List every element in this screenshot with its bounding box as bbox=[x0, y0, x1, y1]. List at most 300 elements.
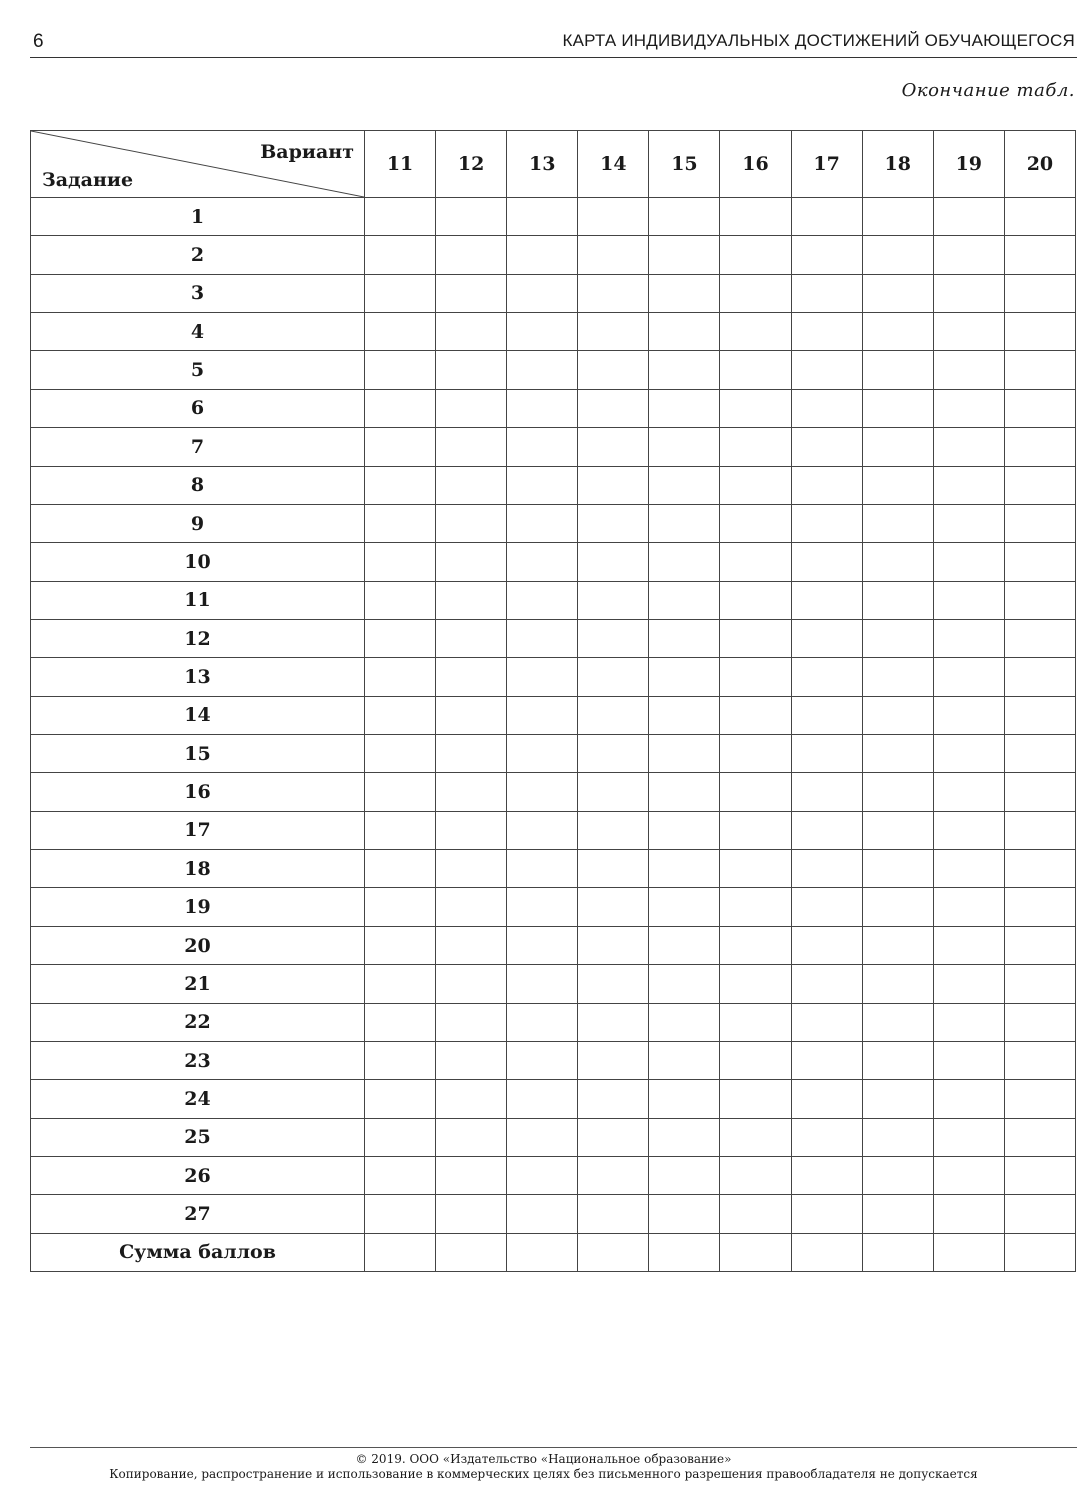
score-cell[interactable] bbox=[933, 773, 1004, 811]
score-cell[interactable] bbox=[507, 198, 578, 236]
score-cell[interactable] bbox=[1004, 965, 1075, 1003]
score-cell[interactable] bbox=[649, 696, 720, 734]
score-cell[interactable] bbox=[649, 389, 720, 427]
score-cell[interactable] bbox=[862, 466, 933, 504]
score-cell[interactable] bbox=[720, 1080, 791, 1118]
score-cell[interactable] bbox=[1004, 1156, 1075, 1194]
score-cell[interactable] bbox=[365, 1156, 436, 1194]
score-cell[interactable] bbox=[933, 811, 1004, 849]
score-cell[interactable] bbox=[649, 1118, 720, 1156]
score-cell[interactable] bbox=[365, 543, 436, 581]
score-cell[interactable] bbox=[365, 773, 436, 811]
score-cell[interactable] bbox=[1004, 850, 1075, 888]
score-cell[interactable] bbox=[578, 658, 649, 696]
score-cell[interactable] bbox=[933, 1118, 1004, 1156]
score-cell[interactable] bbox=[436, 773, 507, 811]
score-cell[interactable] bbox=[720, 274, 791, 312]
running-title: КАРТА ИНДИВИДУАЛЬНЫХ ДОСТИЖЕНИЙ ОБУЧАЮЩЕГОСЯ bbox=[562, 31, 1075, 50]
score-cell[interactable] bbox=[578, 1118, 649, 1156]
task-number-cell: 23 bbox=[31, 1041, 365, 1079]
score-cell[interactable] bbox=[720, 351, 791, 389]
score-cell[interactable] bbox=[720, 658, 791, 696]
score-cell[interactable] bbox=[933, 735, 1004, 773]
score-cell[interactable] bbox=[862, 1118, 933, 1156]
score-cell[interactable] bbox=[720, 236, 791, 274]
score-cell[interactable] bbox=[1004, 351, 1075, 389]
score-cell[interactable] bbox=[365, 888, 436, 926]
score-cell[interactable] bbox=[365, 926, 436, 964]
score-cell[interactable] bbox=[862, 236, 933, 274]
score-cell[interactable] bbox=[1004, 1195, 1075, 1233]
score-cell[interactable] bbox=[1004, 658, 1075, 696]
score-cell[interactable] bbox=[720, 888, 791, 926]
score-cell[interactable] bbox=[720, 1233, 791, 1271]
score-cell[interactable] bbox=[365, 965, 436, 1003]
score-cell[interactable] bbox=[436, 389, 507, 427]
table-caption: Окончание табл. bbox=[901, 80, 1075, 101]
score-cell[interactable] bbox=[507, 428, 578, 466]
score-cell[interactable] bbox=[791, 1195, 862, 1233]
score-cell[interactable] bbox=[365, 466, 436, 504]
score-cell[interactable] bbox=[436, 1003, 507, 1041]
score-cell[interactable] bbox=[578, 389, 649, 427]
score-cell[interactable] bbox=[1004, 313, 1075, 351]
score-cell[interactable] bbox=[720, 965, 791, 1003]
score-cell[interactable] bbox=[649, 504, 720, 542]
score-cell[interactable] bbox=[436, 926, 507, 964]
score-cell[interactable] bbox=[578, 581, 649, 619]
score-cell[interactable] bbox=[1004, 811, 1075, 849]
score-cell[interactable] bbox=[862, 389, 933, 427]
score-cell[interactable] bbox=[436, 351, 507, 389]
score-cell[interactable] bbox=[436, 198, 507, 236]
score-cell[interactable] bbox=[1004, 581, 1075, 619]
score-cell[interactable] bbox=[649, 1156, 720, 1194]
score-cell[interactable] bbox=[791, 696, 862, 734]
score-cell[interactable] bbox=[649, 735, 720, 773]
score-cell[interactable] bbox=[791, 1156, 862, 1194]
score-cell[interactable] bbox=[933, 696, 1004, 734]
score-cell[interactable] bbox=[436, 735, 507, 773]
score-cell[interactable] bbox=[649, 888, 720, 926]
score-cell[interactable] bbox=[436, 1041, 507, 1079]
score-cell[interactable] bbox=[791, 198, 862, 236]
score-cell[interactable] bbox=[649, 236, 720, 274]
score-cell[interactable] bbox=[862, 351, 933, 389]
score-cell[interactable] bbox=[649, 581, 720, 619]
score-cell[interactable] bbox=[862, 504, 933, 542]
score-cell[interactable] bbox=[649, 811, 720, 849]
score-cell[interactable] bbox=[649, 619, 720, 657]
score-cell[interactable] bbox=[862, 198, 933, 236]
score-cell[interactable] bbox=[578, 313, 649, 351]
score-cell[interactable] bbox=[720, 773, 791, 811]
score-cell[interactable] bbox=[507, 735, 578, 773]
score-cell[interactable] bbox=[720, 1156, 791, 1194]
score-cell[interactable] bbox=[720, 313, 791, 351]
score-cell[interactable] bbox=[933, 274, 1004, 312]
task-number-cell: 1 bbox=[31, 198, 365, 236]
score-cell[interactable] bbox=[862, 773, 933, 811]
score-cell[interactable] bbox=[578, 466, 649, 504]
score-cell[interactable] bbox=[1004, 1233, 1075, 1271]
score-cell[interactable] bbox=[933, 466, 1004, 504]
score-cell[interactable] bbox=[649, 543, 720, 581]
score-cell[interactable] bbox=[933, 313, 1004, 351]
score-cell[interactable] bbox=[791, 965, 862, 1003]
score-cell[interactable] bbox=[720, 1195, 791, 1233]
task-number-cell: Сумма баллов bbox=[31, 1233, 365, 1271]
score-cell[interactable] bbox=[720, 504, 791, 542]
score-cell[interactable] bbox=[791, 773, 862, 811]
score-cell[interactable] bbox=[1004, 236, 1075, 274]
score-cell[interactable] bbox=[791, 1233, 862, 1271]
score-cell[interactable] bbox=[862, 696, 933, 734]
score-cell[interactable] bbox=[507, 1233, 578, 1271]
score-cell[interactable] bbox=[933, 965, 1004, 1003]
score-cell[interactable] bbox=[862, 965, 933, 1003]
score-cell[interactable] bbox=[862, 581, 933, 619]
score-cell[interactable] bbox=[862, 926, 933, 964]
score-cell[interactable] bbox=[365, 850, 436, 888]
score-cell[interactable] bbox=[933, 1156, 1004, 1194]
score-cell[interactable] bbox=[1004, 619, 1075, 657]
score-cell[interactable] bbox=[649, 1080, 720, 1118]
task-row bbox=[31, 1041, 1076, 1079]
score-cell[interactable] bbox=[507, 581, 578, 619]
score-cell[interactable] bbox=[365, 274, 436, 312]
score-cell[interactable] bbox=[578, 543, 649, 581]
score-cell[interactable] bbox=[791, 313, 862, 351]
score-cell[interactable] bbox=[436, 313, 507, 351]
score-cell[interactable] bbox=[436, 696, 507, 734]
score-cell[interactable] bbox=[862, 1233, 933, 1271]
score-cell[interactable] bbox=[933, 504, 1004, 542]
score-cell[interactable] bbox=[365, 619, 436, 657]
score-cell[interactable] bbox=[365, 504, 436, 542]
score-cell[interactable] bbox=[791, 466, 862, 504]
score-cell[interactable] bbox=[791, 389, 862, 427]
score-cell[interactable] bbox=[791, 543, 862, 581]
score-cell[interactable] bbox=[578, 428, 649, 466]
task-number-cell: 27 bbox=[31, 1195, 365, 1233]
score-cell[interactable] bbox=[720, 850, 791, 888]
score-cell[interactable] bbox=[578, 351, 649, 389]
variant-header-cell: 18 bbox=[862, 131, 933, 198]
score-cell[interactable] bbox=[791, 504, 862, 542]
score-cell[interactable] bbox=[578, 274, 649, 312]
score-cell[interactable] bbox=[436, 965, 507, 1003]
score-cell[interactable] bbox=[720, 466, 791, 504]
score-cell[interactable] bbox=[649, 926, 720, 964]
score-cell[interactable] bbox=[720, 543, 791, 581]
score-cell[interactable] bbox=[365, 428, 436, 466]
score-cell[interactable] bbox=[791, 236, 862, 274]
score-cell[interactable] bbox=[1004, 274, 1075, 312]
score-cell[interactable] bbox=[436, 236, 507, 274]
score-cell[interactable] bbox=[365, 389, 436, 427]
score-cell[interactable] bbox=[933, 850, 1004, 888]
score-cell[interactable] bbox=[436, 466, 507, 504]
score-cell[interactable] bbox=[578, 926, 649, 964]
score-cell[interactable] bbox=[507, 313, 578, 351]
score-cell[interactable] bbox=[507, 1156, 578, 1194]
score-cell[interactable] bbox=[578, 811, 649, 849]
score-cell[interactable] bbox=[1004, 1003, 1075, 1041]
score-cell[interactable] bbox=[578, 888, 649, 926]
score-cell[interactable] bbox=[365, 313, 436, 351]
score-cell[interactable] bbox=[791, 1080, 862, 1118]
score-cell[interactable] bbox=[578, 696, 649, 734]
score-cell[interactable] bbox=[933, 619, 1004, 657]
score-cell[interactable] bbox=[933, 1080, 1004, 1118]
score-cell[interactable] bbox=[720, 811, 791, 849]
score-cell[interactable] bbox=[933, 351, 1004, 389]
score-cell[interactable] bbox=[862, 274, 933, 312]
score-cell[interactable] bbox=[365, 1118, 436, 1156]
score-cell[interactable] bbox=[720, 1003, 791, 1041]
score-cell[interactable] bbox=[862, 313, 933, 351]
score-cell[interactable] bbox=[507, 274, 578, 312]
score-cell[interactable] bbox=[436, 581, 507, 619]
score-cell[interactable] bbox=[507, 1041, 578, 1079]
score-cell[interactable] bbox=[507, 888, 578, 926]
score-cell[interactable] bbox=[862, 428, 933, 466]
score-cell[interactable] bbox=[578, 965, 649, 1003]
variant-header-cell: 14 bbox=[578, 131, 649, 198]
score-cell[interactable] bbox=[365, 1080, 436, 1118]
score-cell[interactable] bbox=[862, 1080, 933, 1118]
score-cell[interactable] bbox=[720, 735, 791, 773]
score-cell[interactable] bbox=[578, 1041, 649, 1079]
score-cell[interactable] bbox=[791, 926, 862, 964]
score-cell[interactable] bbox=[1004, 735, 1075, 773]
score-cell[interactable] bbox=[1004, 504, 1075, 542]
score-cell[interactable] bbox=[862, 658, 933, 696]
score-cell[interactable] bbox=[1004, 428, 1075, 466]
score-cell[interactable] bbox=[578, 1233, 649, 1271]
score-cell[interactable] bbox=[507, 926, 578, 964]
score-cell[interactable] bbox=[649, 466, 720, 504]
score-cell[interactable] bbox=[436, 658, 507, 696]
score-cell[interactable] bbox=[436, 850, 507, 888]
score-cell[interactable] bbox=[365, 1195, 436, 1233]
score-cell[interactable] bbox=[365, 1003, 436, 1041]
score-cell[interactable] bbox=[1004, 466, 1075, 504]
task-number-cell: 16 bbox=[31, 773, 365, 811]
score-cell[interactable] bbox=[933, 1041, 1004, 1079]
score-cell[interactable] bbox=[507, 850, 578, 888]
score-cell[interactable] bbox=[933, 428, 1004, 466]
footer-copyright: © 2019. ООО «Издательство «Национальное образование» bbox=[355, 1452, 732, 1466]
score-cell[interactable] bbox=[649, 198, 720, 236]
score-cell[interactable] bbox=[365, 811, 436, 849]
score-cell[interactable] bbox=[720, 619, 791, 657]
score-cell[interactable] bbox=[1004, 926, 1075, 964]
score-cell[interactable] bbox=[507, 1080, 578, 1118]
task-number-cell: 13 bbox=[31, 658, 365, 696]
score-cell[interactable] bbox=[578, 735, 649, 773]
score-cell[interactable] bbox=[507, 1003, 578, 1041]
score-cell[interactable] bbox=[1004, 198, 1075, 236]
score-cell[interactable] bbox=[649, 274, 720, 312]
score-cell[interactable] bbox=[791, 888, 862, 926]
score-cell[interactable] bbox=[791, 811, 862, 849]
score-cell[interactable] bbox=[365, 1233, 436, 1271]
score-cell[interactable] bbox=[578, 1003, 649, 1041]
score-cell[interactable] bbox=[507, 389, 578, 427]
score-cell[interactable] bbox=[933, 198, 1004, 236]
score-cell[interactable] bbox=[791, 850, 862, 888]
score-cell[interactable] bbox=[791, 1003, 862, 1041]
score-cell[interactable] bbox=[862, 735, 933, 773]
score-cell[interactable] bbox=[720, 198, 791, 236]
score-cell[interactable] bbox=[365, 351, 436, 389]
score-cell[interactable] bbox=[862, 619, 933, 657]
score-cell[interactable] bbox=[436, 1118, 507, 1156]
score-cell[interactable] bbox=[933, 1003, 1004, 1041]
score-cell[interactable] bbox=[791, 581, 862, 619]
score-cell[interactable] bbox=[649, 1195, 720, 1233]
score-cell[interactable] bbox=[862, 543, 933, 581]
score-cell[interactable] bbox=[791, 428, 862, 466]
score-cell[interactable] bbox=[791, 735, 862, 773]
score-cell[interactable] bbox=[436, 888, 507, 926]
score-cell[interactable] bbox=[436, 1156, 507, 1194]
score-cell[interactable] bbox=[1004, 1041, 1075, 1079]
score-cell[interactable] bbox=[436, 619, 507, 657]
score-cell[interactable] bbox=[649, 965, 720, 1003]
score-cell[interactable] bbox=[507, 773, 578, 811]
score-cell[interactable] bbox=[720, 428, 791, 466]
task-number-cell: 18 bbox=[31, 850, 365, 888]
score-cell[interactable] bbox=[791, 619, 862, 657]
score-cell[interactable] bbox=[507, 504, 578, 542]
score-cell[interactable] bbox=[507, 696, 578, 734]
score-cell[interactable] bbox=[720, 1118, 791, 1156]
score-cell[interactable] bbox=[507, 965, 578, 1003]
score-cell[interactable] bbox=[1004, 773, 1075, 811]
score-cell[interactable] bbox=[720, 926, 791, 964]
score-cell[interactable] bbox=[365, 236, 436, 274]
score-cell[interactable] bbox=[578, 504, 649, 542]
score-cell[interactable] bbox=[1004, 888, 1075, 926]
score-cell[interactable] bbox=[436, 811, 507, 849]
achievement-table bbox=[30, 130, 1076, 1272]
score-cell[interactable] bbox=[933, 1195, 1004, 1233]
score-cell[interactable] bbox=[862, 888, 933, 926]
score-cell[interactable] bbox=[578, 198, 649, 236]
score-cell[interactable] bbox=[365, 581, 436, 619]
score-cell[interactable] bbox=[862, 850, 933, 888]
score-cell[interactable] bbox=[862, 1195, 933, 1233]
score-cell[interactable] bbox=[649, 313, 720, 351]
score-cell[interactable] bbox=[578, 236, 649, 274]
table-body bbox=[31, 198, 1076, 1272]
score-cell[interactable] bbox=[862, 811, 933, 849]
score-cell[interactable] bbox=[507, 351, 578, 389]
task-number-cell: 11 bbox=[31, 581, 365, 619]
score-cell[interactable] bbox=[365, 696, 436, 734]
task-row bbox=[31, 351, 1076, 389]
score-cell[interactable] bbox=[436, 274, 507, 312]
score-cell[interactable] bbox=[720, 389, 791, 427]
score-cell[interactable] bbox=[1004, 1118, 1075, 1156]
score-cell[interactable] bbox=[933, 389, 1004, 427]
score-cell[interactable] bbox=[649, 658, 720, 696]
score-cell[interactable] bbox=[365, 658, 436, 696]
score-cell[interactable] bbox=[578, 1080, 649, 1118]
score-cell[interactable] bbox=[720, 1041, 791, 1079]
score-cell[interactable] bbox=[507, 1195, 578, 1233]
score-cell[interactable] bbox=[791, 1041, 862, 1079]
corner-header-cell bbox=[31, 131, 365, 198]
score-cell[interactable] bbox=[649, 1003, 720, 1041]
task-number-cell: 14 bbox=[31, 696, 365, 734]
score-cell[interactable] bbox=[649, 850, 720, 888]
score-cell[interactable] bbox=[933, 926, 1004, 964]
score-cell[interactable] bbox=[1004, 543, 1075, 581]
score-cell[interactable] bbox=[862, 1003, 933, 1041]
score-cell[interactable] bbox=[436, 428, 507, 466]
score-cell[interactable] bbox=[578, 773, 649, 811]
task-row bbox=[31, 236, 1076, 274]
score-cell[interactable] bbox=[791, 351, 862, 389]
score-cell[interactable] bbox=[365, 198, 436, 236]
score-cell[interactable] bbox=[436, 543, 507, 581]
score-cell[interactable] bbox=[1004, 696, 1075, 734]
score-cell[interactable] bbox=[365, 735, 436, 773]
score-cell[interactable] bbox=[791, 1118, 862, 1156]
score-cell[interactable] bbox=[507, 811, 578, 849]
score-cell[interactable] bbox=[507, 543, 578, 581]
score-cell[interactable] bbox=[933, 581, 1004, 619]
score-cell[interactable] bbox=[649, 428, 720, 466]
score-cell[interactable] bbox=[507, 236, 578, 274]
score-cell[interactable] bbox=[1004, 1080, 1075, 1118]
score-cell[interactable] bbox=[933, 888, 1004, 926]
score-cell[interactable] bbox=[578, 850, 649, 888]
score-cell[interactable] bbox=[720, 581, 791, 619]
score-cell[interactable] bbox=[649, 773, 720, 811]
score-cell[interactable] bbox=[862, 1156, 933, 1194]
score-cell[interactable] bbox=[507, 619, 578, 657]
score-cell[interactable] bbox=[791, 658, 862, 696]
score-cell[interactable] bbox=[436, 1080, 507, 1118]
score-cell[interactable] bbox=[1004, 389, 1075, 427]
score-cell[interactable] bbox=[933, 543, 1004, 581]
score-cell[interactable] bbox=[649, 1041, 720, 1079]
score-cell[interactable] bbox=[720, 696, 791, 734]
score-cell[interactable] bbox=[436, 1233, 507, 1271]
score-cell[interactable] bbox=[649, 351, 720, 389]
score-cell[interactable] bbox=[507, 658, 578, 696]
score-cell[interactable] bbox=[791, 274, 862, 312]
score-cell[interactable] bbox=[649, 1233, 720, 1271]
score-cell[interactable] bbox=[365, 1041, 436, 1079]
score-cell[interactable] bbox=[578, 619, 649, 657]
score-cell[interactable] bbox=[933, 1233, 1004, 1271]
score-cell[interactable] bbox=[436, 1195, 507, 1233]
score-cell[interactable] bbox=[862, 1041, 933, 1079]
score-cell[interactable] bbox=[436, 504, 507, 542]
score-cell[interactable] bbox=[933, 658, 1004, 696]
score-cell[interactable] bbox=[933, 236, 1004, 274]
score-cell[interactable] bbox=[507, 1118, 578, 1156]
score-cell[interactable] bbox=[578, 1156, 649, 1194]
score-cell[interactable] bbox=[507, 466, 578, 504]
score-cell[interactable] bbox=[578, 1195, 649, 1233]
